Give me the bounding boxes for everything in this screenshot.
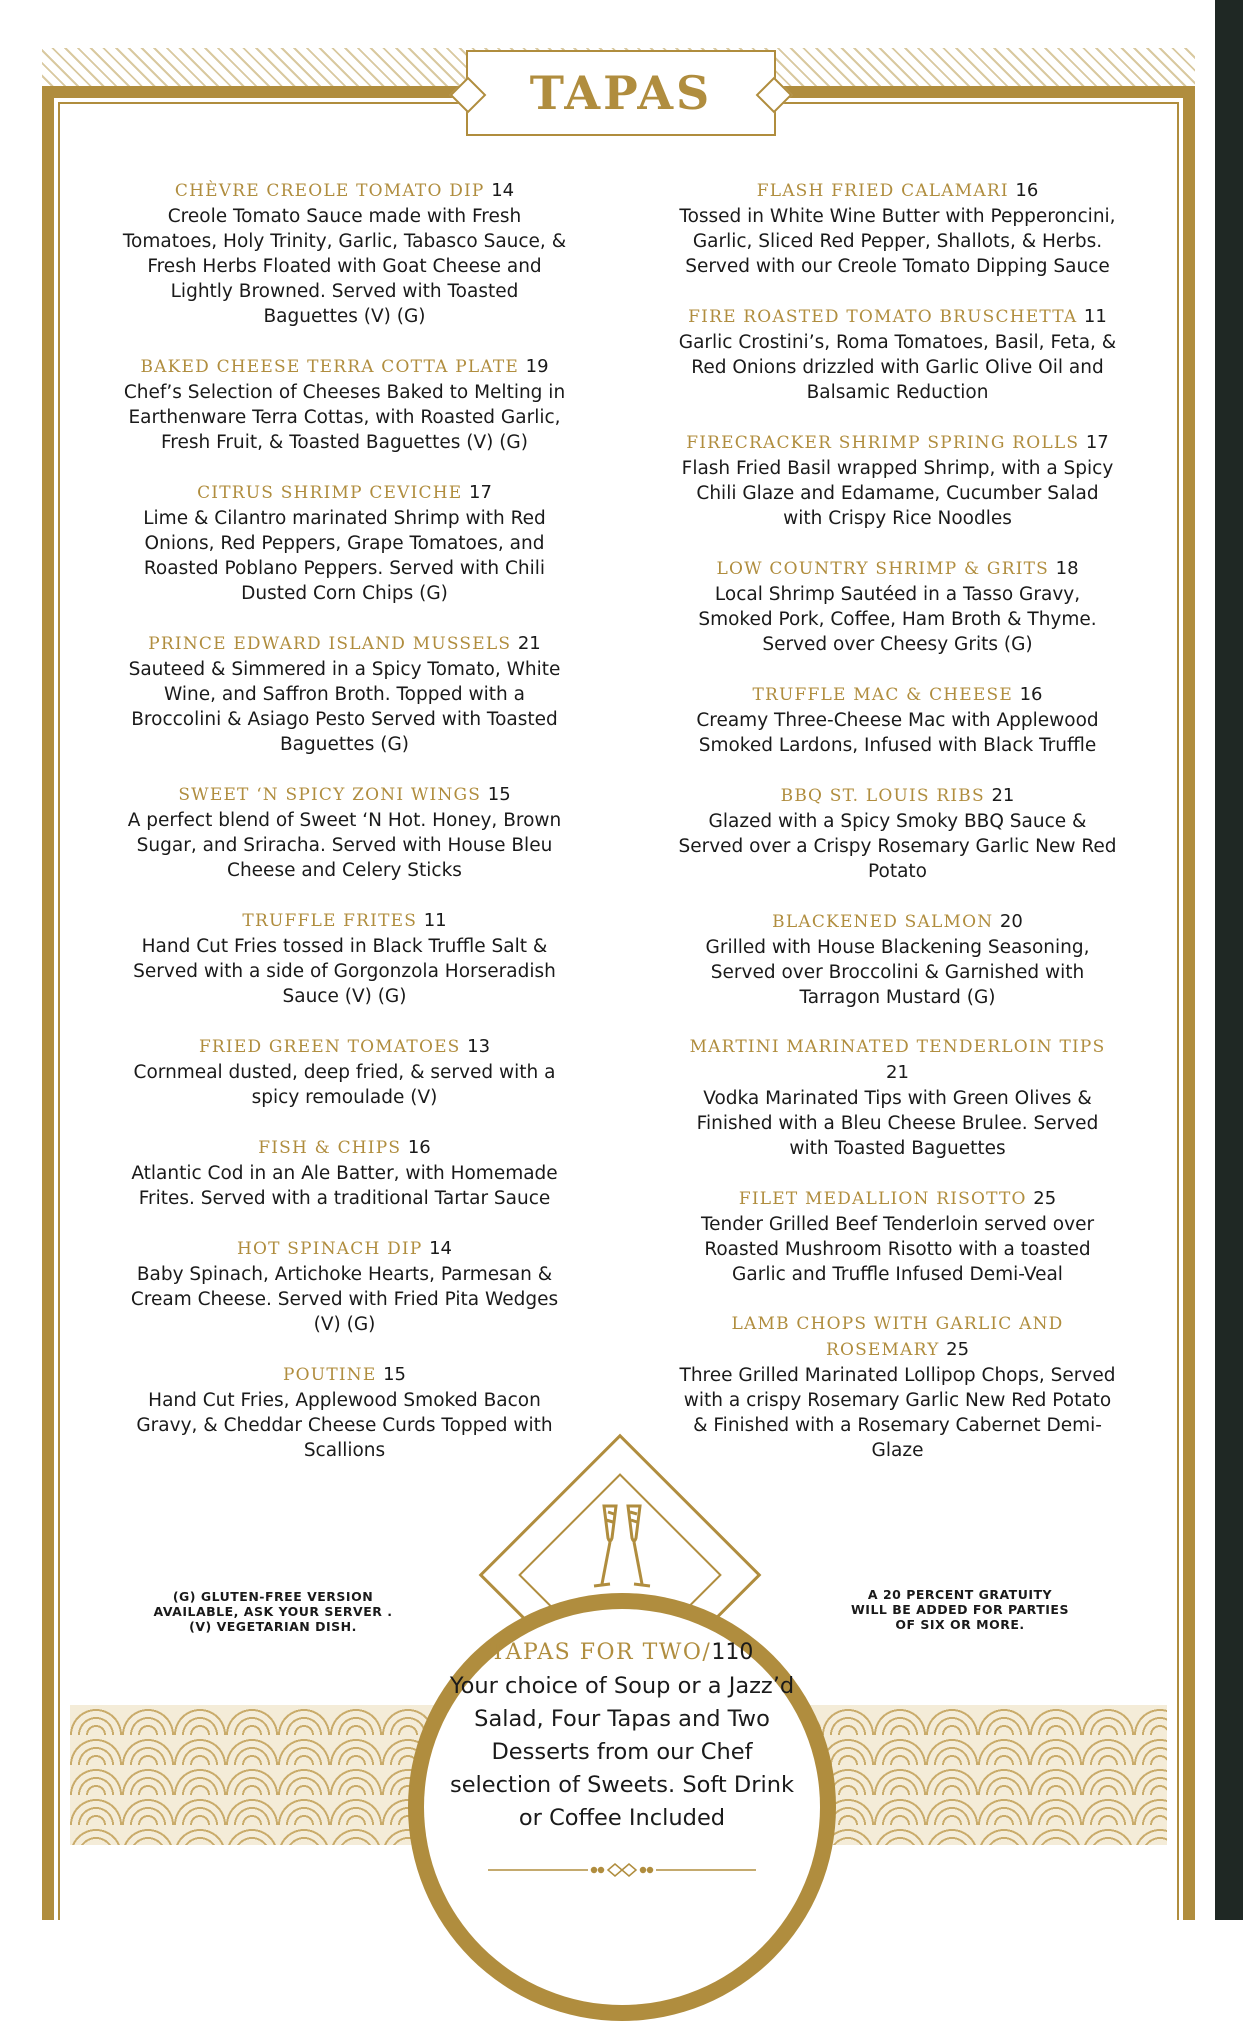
page-title: TAPAS bbox=[529, 66, 713, 120]
item-price: 11 bbox=[1083, 306, 1107, 327]
item-name: FRIED GREEN TOMATOES bbox=[198, 1037, 461, 1057]
menu-item bbox=[122, 354, 567, 455]
item-description: Vodka Marinated Tips with Green Olives & Finished with a Bleu Cheese Brulee. Served with Toasted Baguettes bbox=[696, 1088, 1099, 1159]
item-price: 14 bbox=[429, 1238, 452, 1259]
item-description: Glazed with a Spicy Smoky BBQ Sauce & Served over a Crispy Rosemary Garlic New Red Potato bbox=[678, 811, 1117, 882]
item-name: BBQ ST. LOUIS RIBS bbox=[780, 786, 985, 806]
item-description: Flash Fried Basil wrapped Shrimp, with a Spicy Chili Glaze and Edamame, Cucumber Salad with Crispy Rice Noodles bbox=[681, 458, 1114, 529]
item-price: 25 bbox=[946, 1339, 970, 1360]
item-name: CITRUS SHRIMP CEVICHE bbox=[197, 483, 463, 503]
menu-item bbox=[675, 178, 1120, 279]
item-price: 16 bbox=[407, 1137, 431, 1158]
menu-item bbox=[122, 631, 567, 757]
item-name: CHÈVRE CREOLE TOMATO DIP bbox=[174, 181, 485, 201]
menu-item bbox=[122, 1034, 567, 1110]
champagne-glasses-icon bbox=[590, 1498, 654, 1594]
item-price: 11 bbox=[423, 910, 447, 931]
item-description: Creole Tomato Sauce made with Fresh Tomatoes, Holy Trinity, Garlic, Tabasco Sauce, & Fresh Herbs Floated with Goat Cheese and Lightly Browned. Served with Toasted Baguettes (V) (G) bbox=[122, 206, 567, 327]
item-description: Grilled with House Blackening Seasoning, Served over Broccolini & Garnished with Tarragon Mustard (G) bbox=[705, 937, 1090, 1008]
item-description: Cornmeal dusted, deep fried, & served with a spicy remoulade (V) bbox=[133, 1062, 556, 1108]
item-description: Tender Grilled Beef Tenderloin served over Roasted Mushroom Risotto with a toasted Garlic and Truffle Infused Demi-Veal bbox=[700, 1214, 1095, 1285]
item-price: 17 bbox=[1085, 432, 1109, 453]
item-name: FIRECRACKER SHRIMP SPRING ROLLS bbox=[686, 433, 1080, 453]
menu-item bbox=[122, 1236, 567, 1337]
menu-item bbox=[675, 304, 1120, 405]
item-price: 17 bbox=[469, 482, 492, 503]
item-price: 21 bbox=[517, 633, 541, 654]
item-name: MARTINI MARINATED TENDERLOIN TIPS bbox=[689, 1037, 1106, 1057]
menu-item bbox=[122, 1362, 567, 1463]
item-price: 16 bbox=[1019, 684, 1043, 705]
menu-item bbox=[122, 782, 567, 883]
item-price: 21 bbox=[886, 1062, 909, 1083]
menu-item bbox=[675, 682, 1120, 758]
menu-item bbox=[122, 480, 567, 606]
item-description: Three Grilled Marinated Lollipop Chops, Served with a crispy Rosemary Garlic New Red Potato & Finished with a Rosemary Cabernet Demi-Glaze bbox=[679, 1365, 1116, 1461]
item-description: Atlantic Cod in an Ale Batter, with Homemade Frites. Served with a traditional Tartar Sauce bbox=[131, 1163, 558, 1209]
item-name: SWEET ‘N SPICY ZONI WINGS bbox=[178, 785, 482, 805]
right-menu-column bbox=[675, 178, 1120, 1488]
item-name: TRUFFLE MAC & CHEESE bbox=[752, 685, 1013, 705]
dietary-note: (G) GLUTEN-FREE VERSION AVAILABLE, ASK YOUR SERVER . (V) VEGETARIAN DISH. bbox=[153, 1589, 393, 1634]
item-price: 14 bbox=[491, 180, 515, 201]
tapas-for-two bbox=[448, 1636, 796, 1835]
item-name: POUTINE bbox=[283, 1365, 377, 1385]
item-name: TRUFFLE FRITES bbox=[242, 911, 418, 931]
item-description: Sauteed & Simmered in a Spicy Tomato, White Wine, and Saffron Broth. Topped with a Broccolini & Asiago Pesto Served with Toasted Baguettes (G) bbox=[128, 659, 561, 755]
item-description: Chef’s Selection of Cheeses Baked to Melting in Earthenware Terra Cottas, with Roasted Garlic, Fresh Fruit, & Toasted Baguettes (V) (G) bbox=[123, 382, 566, 453]
item-description: Baby Spinach, Artichoke Hearts, Parmesan & Cream Cheese. Served with Fried Pita Wedges (V) (G) bbox=[130, 1264, 559, 1335]
item-description: Hand Cut Fries, Applewood Smoked Bacon Gravy, & Cheddar Cheese Curds Topped with Scallions bbox=[136, 1390, 553, 1461]
item-name: LOW COUNTRY SHRIMP & GRITS bbox=[716, 559, 1050, 579]
tapas-for-two-price: 110 bbox=[711, 1640, 754, 1665]
item-description: Tossed in White Wine Butter with Pepperoncini, Garlic, Sliced Red Pepper, Shallots, & Herbs. Served with our Creole Tomato Dipping Sauce bbox=[679, 206, 1116, 277]
item-price: 15 bbox=[487, 784, 511, 805]
item-price: 18 bbox=[1055, 558, 1079, 579]
item-price: 16 bbox=[1015, 180, 1039, 201]
item-name: LAMB CHOPS WITH GARLIC AND ROSEMARY bbox=[731, 1314, 1064, 1360]
menu-item bbox=[675, 783, 1120, 884]
item-price: 21 bbox=[991, 785, 1015, 806]
item-description: Garlic Crostini’s, Roma Tomatoes, Basil, Feta, & Red Onions drizzled with Garlic Olive Oil and Balsamic Reduction bbox=[678, 332, 1117, 403]
item-name: FIRE ROASTED TOMATO BRUSCHETTA bbox=[688, 307, 1078, 327]
item-description: Local Shrimp Sautéed in a Tasso Gravy, Smoked Pork, Coffee, Ham Broth & Thyme. Served over Cheesy Grits (G) bbox=[698, 584, 1097, 655]
divider-flourish-icon bbox=[488, 1862, 756, 1878]
item-name: BAKED CHEESE TERRA COTTA PLATE bbox=[140, 357, 520, 377]
title-plaque bbox=[466, 50, 776, 136]
page-edge-strip bbox=[1215, 0, 1243, 1920]
menu-item bbox=[675, 1035, 1120, 1161]
item-description: A perfect blend of Sweet ‘N Hot. Honey, Brown Sugar, and Sriracha. Served with House Bleu Cheese and Celery Sticks bbox=[127, 810, 562, 881]
item-description: Creamy Three-Cheese Mac with Applewood Smoked Lardons, Infused with Black Truffle bbox=[696, 710, 1099, 756]
item-price: 19 bbox=[525, 356, 549, 377]
tapas-for-two-name: TAPAS FOR TWO/ bbox=[490, 1640, 712, 1665]
tapas-for-two-description: Your choice of Soup or a Jazz’d Salad, Four Tapas and Two Desserts from our Chef selection of Sweets. Soft Drink or Coffee Included bbox=[449, 1673, 795, 1831]
item-name: BLACKENED SALMON bbox=[772, 912, 994, 932]
menu-item bbox=[675, 909, 1120, 1010]
item-price: 25 bbox=[1033, 1188, 1057, 1209]
left-menu-column bbox=[122, 178, 567, 1488]
item-description: Hand Cut Fries tossed in Black Truffle Salt & Served with a side of Gorgonzola Horseradish Sauce (V) (G) bbox=[133, 936, 556, 1007]
menu-item bbox=[675, 1186, 1120, 1287]
menu-item bbox=[675, 430, 1120, 531]
item-price: 20 bbox=[999, 911, 1023, 932]
menu-item bbox=[122, 178, 567, 329]
item-price: 13 bbox=[467, 1036, 491, 1057]
menu-item bbox=[675, 1312, 1120, 1463]
menu-item bbox=[675, 556, 1120, 657]
item-price: 15 bbox=[383, 1364, 406, 1385]
item-name: FLASH FRIED CALAMARI bbox=[756, 181, 1009, 201]
item-name: FISH & CHIPS bbox=[258, 1138, 402, 1158]
gratuity-note: A 20 PERCENT GRATUITY WILL BE ADDED FOR PARTIES OF SIX OR MORE. bbox=[851, 1587, 1069, 1632]
item-name: HOT SPINACH DIP bbox=[237, 1239, 423, 1259]
item-name: FILET MEDALLION RISOTTO bbox=[738, 1189, 1027, 1209]
menu-item bbox=[122, 1135, 567, 1211]
item-name: PRINCE EDWARD ISLAND MUSSELS bbox=[148, 634, 512, 654]
menu-item bbox=[122, 908, 567, 1009]
item-description: Lime & Cilantro marinated Shrimp with Red Onions, Red Peppers, Grape Tomatoes, and Roasted Poblano Peppers. Served with Chili Dusted Corn Chips (G) bbox=[143, 508, 546, 604]
